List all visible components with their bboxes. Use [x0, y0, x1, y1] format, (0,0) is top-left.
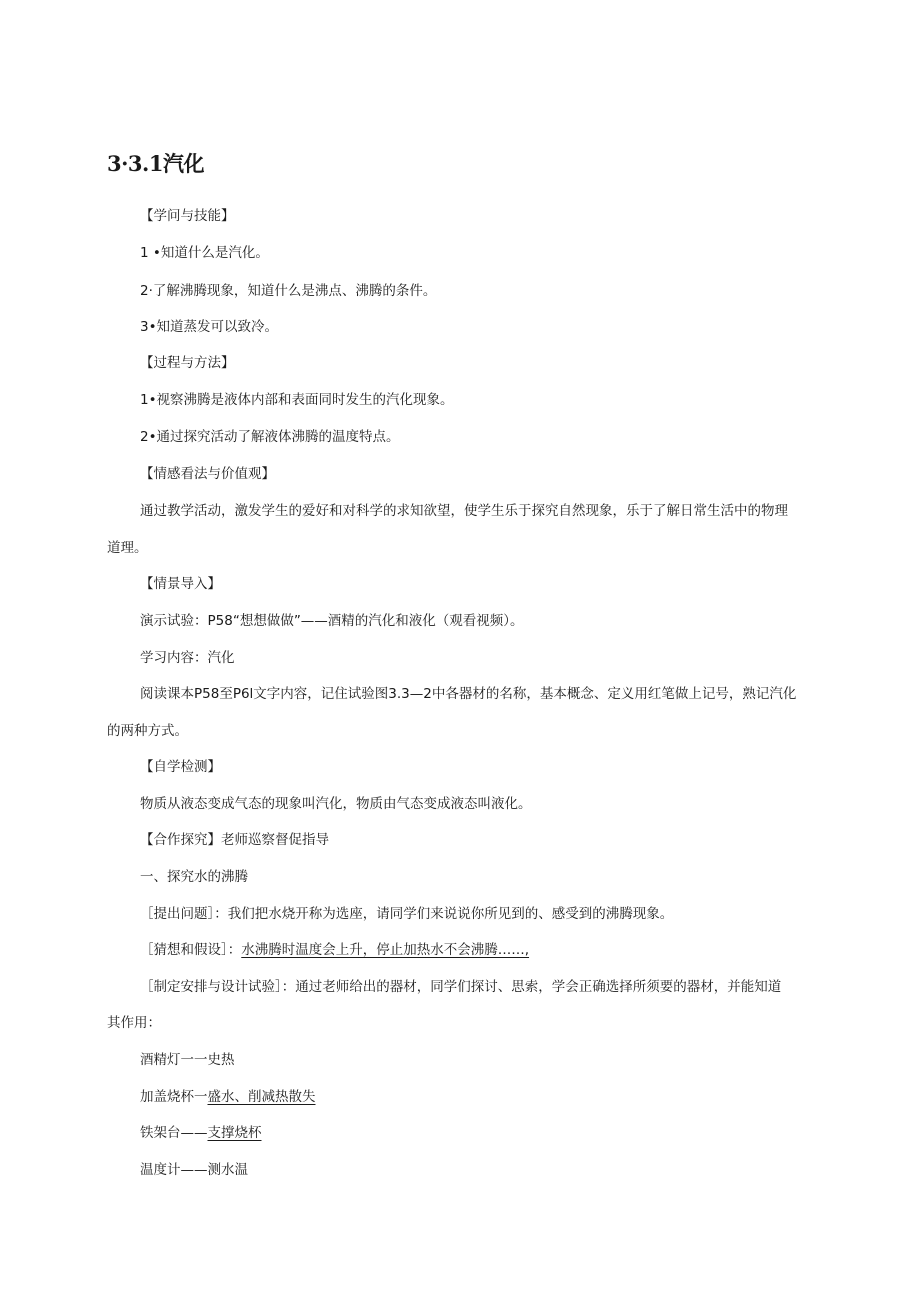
equipment-item-alcohol-lamp: [140, 1051, 235, 1069]
equipment-name: 温度计——: [140, 1162, 208, 1178]
process-item-1: 1•视察沸腾是液体内部和表面同时发生的汽化现象。: [140, 392, 454, 408]
equipment-item-beaker: [140, 1088, 316, 1106]
equipment-use: 盛水、削减热散失: [207, 1089, 316, 1105]
knowledge-item-2: 2·了解沸腾现象，知道什么是沸点、沸腾的条件。: [140, 283, 437, 299]
intro-heading: 【情景导入】: [140, 576, 221, 592]
content-text: 学习内容：汽化: [140, 650, 235, 666]
plan-text-line-1: ［制定安排与设计试验］：通过老师给出的器材，同学们探讨、思索，学会正确选择所须要的器材，并能知道: [140, 979, 782, 995]
emotion-text-line-2: 道理。: [107, 540, 148, 556]
selfcheck-text: 物质从液态变成气态的现象叫汽化，物质由气态变成液态叫液化。: [140, 796, 532, 812]
equipment-use: 史热: [207, 1052, 235, 1068]
knowledge-item-3: 3•知道蒸发可以致冷。: [140, 319, 279, 335]
process-heading: 【过程与方法】: [140, 355, 235, 371]
selfcheck-heading: 【自学检测】: [140, 759, 221, 775]
equipment-name: 酒精灯一一: [140, 1052, 208, 1068]
equipment-name: 加盖烧杯一: [140, 1089, 208, 1105]
reading-text-line-1: 阅读课本P58至P6l文字内容，记住试验图3.3—2中各器材的名称，基本概念、定义用红笔做上记号，熟记汽化: [140, 686, 797, 702]
knowledge-item-1: 1 •知道什么是汽化。: [140, 245, 269, 261]
explore-title: 一、探究水的沸腾: [140, 869, 248, 885]
reading-text-line-2: 的两种方式。: [107, 723, 188, 739]
equipment-use: 支撑烧杯: [207, 1125, 262, 1141]
emotion-text-line-1: 通过教学活动，激发学生的爱好和对科学的求知欲望，使学生乐于探究自然现象，乐于了解日常生活中的物理: [140, 503, 788, 519]
question-text: ［提出问题］：我们把水烧开称为选座，请同学们来说说你所见到的、感受到的沸腾现象。: [140, 906, 674, 922]
plan-text-line-2: 其作用：: [107, 1015, 161, 1031]
equipment-item-iron-stand: [140, 1124, 262, 1142]
process-item-2: 2•通过探究活动了解液体沸腾的温度特点。: [140, 429, 400, 445]
knowledge-heading: 【学问与技能】: [140, 208, 235, 224]
coop-heading: 【合作探究】老师巡察督促指导: [140, 832, 329, 848]
guess-answer: 水沸腾时温度会上升，停止加热水不会沸腾……,: [241, 942, 530, 958]
equipment-name: 铁架台——: [140, 1125, 208, 1141]
guess-text: [140, 941, 529, 959]
equipment-item-thermometer: [140, 1161, 248, 1179]
emotion-heading: 【情感看法与价值观】: [140, 466, 275, 482]
guess-label: ［猜想和假设］：: [140, 942, 242, 958]
demo-text: 演示试验：P58“想想做做”——酒精的汽化和液化（观看视频）。: [140, 613, 524, 629]
equipment-use: 测水温: [207, 1162, 248, 1178]
page-title: 3·3.1汽化: [107, 151, 204, 176]
